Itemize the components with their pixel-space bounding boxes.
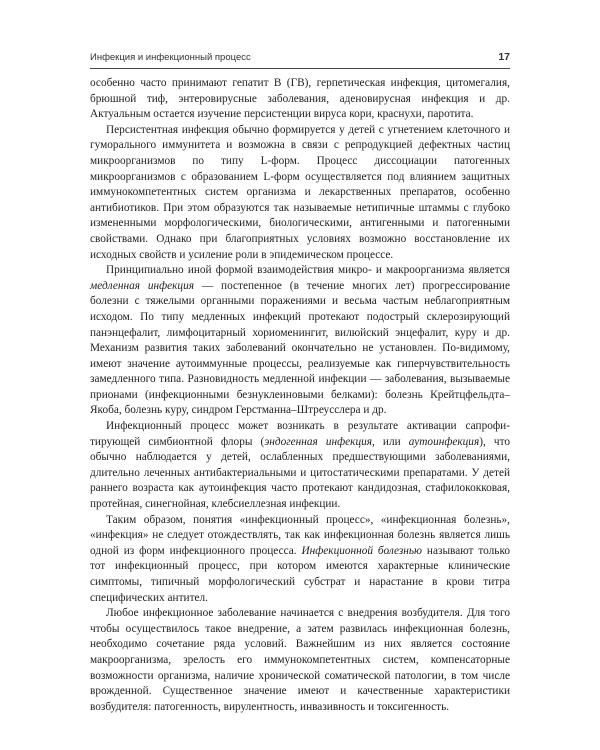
term-endogenous-infection: эндогенная инфекция bbox=[264, 435, 373, 448]
paragraph-4-text-e: ), что обычно наблюдается у детей, ослабленных предшествующими заболеваниями, длительно леченных антибактериальными и цитостатическими препаратами. У детей раннего возраста как аутоинфекция часто протекают кандидозная, стафилококковая, протейная, синегнойная, клебсиеллезная инфекции. bbox=[90, 435, 511, 511]
paragraph-6: Любое инфекционное заболевание начинается с внедрения возбудителя. Для того чтобы осуществилось такое внедрение, а затем развилась инфекционная болезнь, необходимо сочетание ряда условий. Важнейшим из них является состояние макроорганизма, зрелость его иммунокомпетентных систем, компенсаторные возможности организма, наличие хронической соматической патологии, в том числе врожденной. Существенное значение имеют и качественные характеристики возбудителя: патогенность, вирулентность, инвазивность и токсигенность. bbox=[90, 607, 510, 713]
paragraph-3-text-c: — постепенное (в течение многих лет) прогрессирование болезни с тяжелыми органными поражениями и весьма частым неблагоприятным исходом. По типу медленных инфекций протекают подострый склерозирующий панэнцефалит, лимфоцитарный хориоменингит, вилюйский энцефалит, куру и др. Механизм развития таких заболеваний окончательно не установлен. По-видимому, имеют значение аутоиммунные процессы, реализуемые как гиперчувствительность замедленного типа. Разновидность медленной инфекции — заболевания, вызываемые прионами (инфекционными безнуклеиновыми белками): болезнь Крейтцфельдта–Якоба, болезнь куру, синдром Герстманна–Штреусслера и др. bbox=[90, 279, 510, 417]
header-rule bbox=[90, 68, 510, 69]
term-autoinfection: аутоинфекция bbox=[408, 435, 480, 448]
paragraph-4-text-a: Инфекционный процесс может возникать в результате активации сапрофитирующей симбионтной флоры ( bbox=[90, 420, 510, 448]
paragraph-3 bbox=[90, 263, 510, 419]
paragraph-1: особенно часто принимают гепатит В (ГВ), герпетическая инфекция, цитомегалия, брюшной тиф, энтеровирусные заболевания, аденовирусная инфекция и др. Актуальным остается изучение персистенции вируса кори, краснухи, паротита. bbox=[90, 77, 510, 121]
paragraph-5 bbox=[90, 513, 510, 607]
term-slow-infection: медленная инфекция bbox=[90, 279, 194, 292]
chapter-title: Инфекция и инфекционный процесс bbox=[90, 52, 251, 63]
body-text bbox=[90, 76, 510, 715]
page-number: 17 bbox=[498, 51, 510, 63]
paragraph-4-text-c: , или bbox=[372, 435, 409, 448]
paragraph-4 bbox=[90, 419, 510, 513]
paragraph-5-text-a: Таким образом, понятия «инфекционный процесс», «инфекционная болезнь», «инфекция» не следует отождествлять, так как инфекционная болезнь является лишь одной из форм инфекционного процесса. bbox=[90, 513, 510, 557]
term-infectious-disease: Инфекционной болезнью bbox=[301, 544, 423, 557]
paragraph-2: Персистентная инфекция обычно формируется у детей с угнетением клеточного и гуморального иммунитета и возможна в связи с репродукцией дефектных частиц микроорганизмов по типу L-форм. Процесс диссоциации патогенных микроорганизмов с образованием L-форм осуществляется под влиянием защитных иммунокомпетентных систем организма и лекарственных препаратов, особенно антибиотиков. При этом образуются так называемые нетипичные штаммы с глубоко измененными морфологическими, биологическими, антигенными и патогенными свойствами. Однако при благоприятных условиях возможно восстановление их исходных свойств и усиление роли в эпидемическом процессе. bbox=[90, 123, 510, 261]
paragraph-5-text-c: называют только тот инфекционный процесс, при котором имеются характерные клинические симптомы, типичный морфологический субстрат и нарастание в крови титра специфических антител. bbox=[90, 544, 511, 604]
paragraph-3-text-a: Принципиально иной формой взаимодействия микро- и макроорганизма является bbox=[106, 264, 510, 277]
